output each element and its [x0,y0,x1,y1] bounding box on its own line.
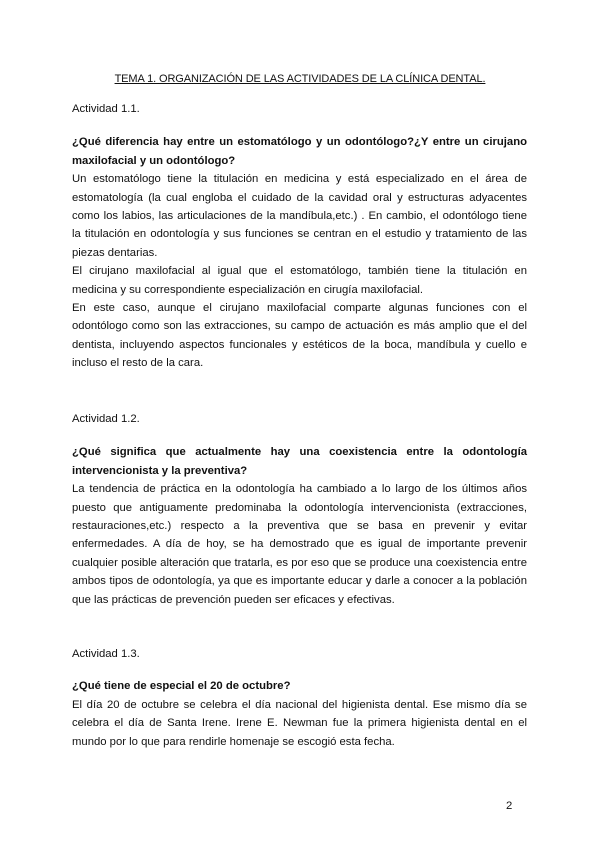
activity-question: ¿Qué tiene de especial el 20 de octubre? [72,680,291,693]
activity-label: Actividad 1.3. [72,648,140,660]
answer-paragraph: Un estomatólogo tiene la titulación en medicina y está especializado en el área de estomatología (la cual engloba el cuidado de la cavidad oral y estructuras adyacentes como los labios, las articulaciones de la mandíbula,etc.) . En cambio, el odontólogo tiene la titulación en odontología y sus funciones se centran en el estudio y tratamiento de las piezas dentarias. [72,173,527,259]
activity-label: Actividad 1.1. [72,103,140,115]
activity-1-2 [72,410,527,609]
document-title: TEMA 1. ORGANIZACIÓN DE LAS ACTIVIDADES DE LA CLÍNICA DENTAL. [114,73,486,85]
activity-1-3 [72,645,527,751]
page-number: 2 [506,800,513,812]
activity-label: Actividad 1.2. [72,413,140,425]
activity-question: ¿Qué diferencia hay entre un estomatólogo y un odontólogo?¿Y entre un cirujano maxilofacial y un odontólogo? [72,136,527,167]
activity-1-1 [72,100,527,373]
answer-paragraph: La tendencia de práctica en la odontología ha cambiado a lo largo de los últimos años puesto que antiguamente predominaba la odontología intervencionista (extracciones, restauraciones,etc.) respecto a la preventiva que se basa en prevenir y evitar enfermedades. A día de hoy, se ha demostrado que es igual de importante prevenir cualquier posible alteración que tratarla, es por eso que se produce una coexistencia entre ambos tipos de odontología, ya que es importante educar y darle a conocer a la población que las prácticas de prevención pueden ser eficaces y efectivas. [72,483,527,606]
answer-paragraph: El día 20 de octubre se celebra el día nacional del higienista dental. Ese mismo día se celebra el día de Santa Irene. Irene E. Newman fue la primera higienista dental en el mundo por lo que para rendirle homenaje se escogió esta fecha. [72,698,527,748]
activity-question: ¿Qué significa que actualmente hay una coexistencia entre la odontología intervencionista y la preventiva? [72,446,527,477]
answer-paragraph: El cirujano maxilofacial al igual que el estomatólogo, también tiene la titulación en medicina y su correspondiente especialización en cirugía maxilofacial. [72,265,527,296]
answer-paragraph: En este caso, aunque el cirujano maxilofacial comparte algunas funciones con el odontólogo como son las extracciones, su campo de actuación es más amplio que el del dentista, incluyendo aspectos funcionales y estéticos de la boca, mandíbula y cuello e incluso el resto de la cara. [72,302,527,370]
